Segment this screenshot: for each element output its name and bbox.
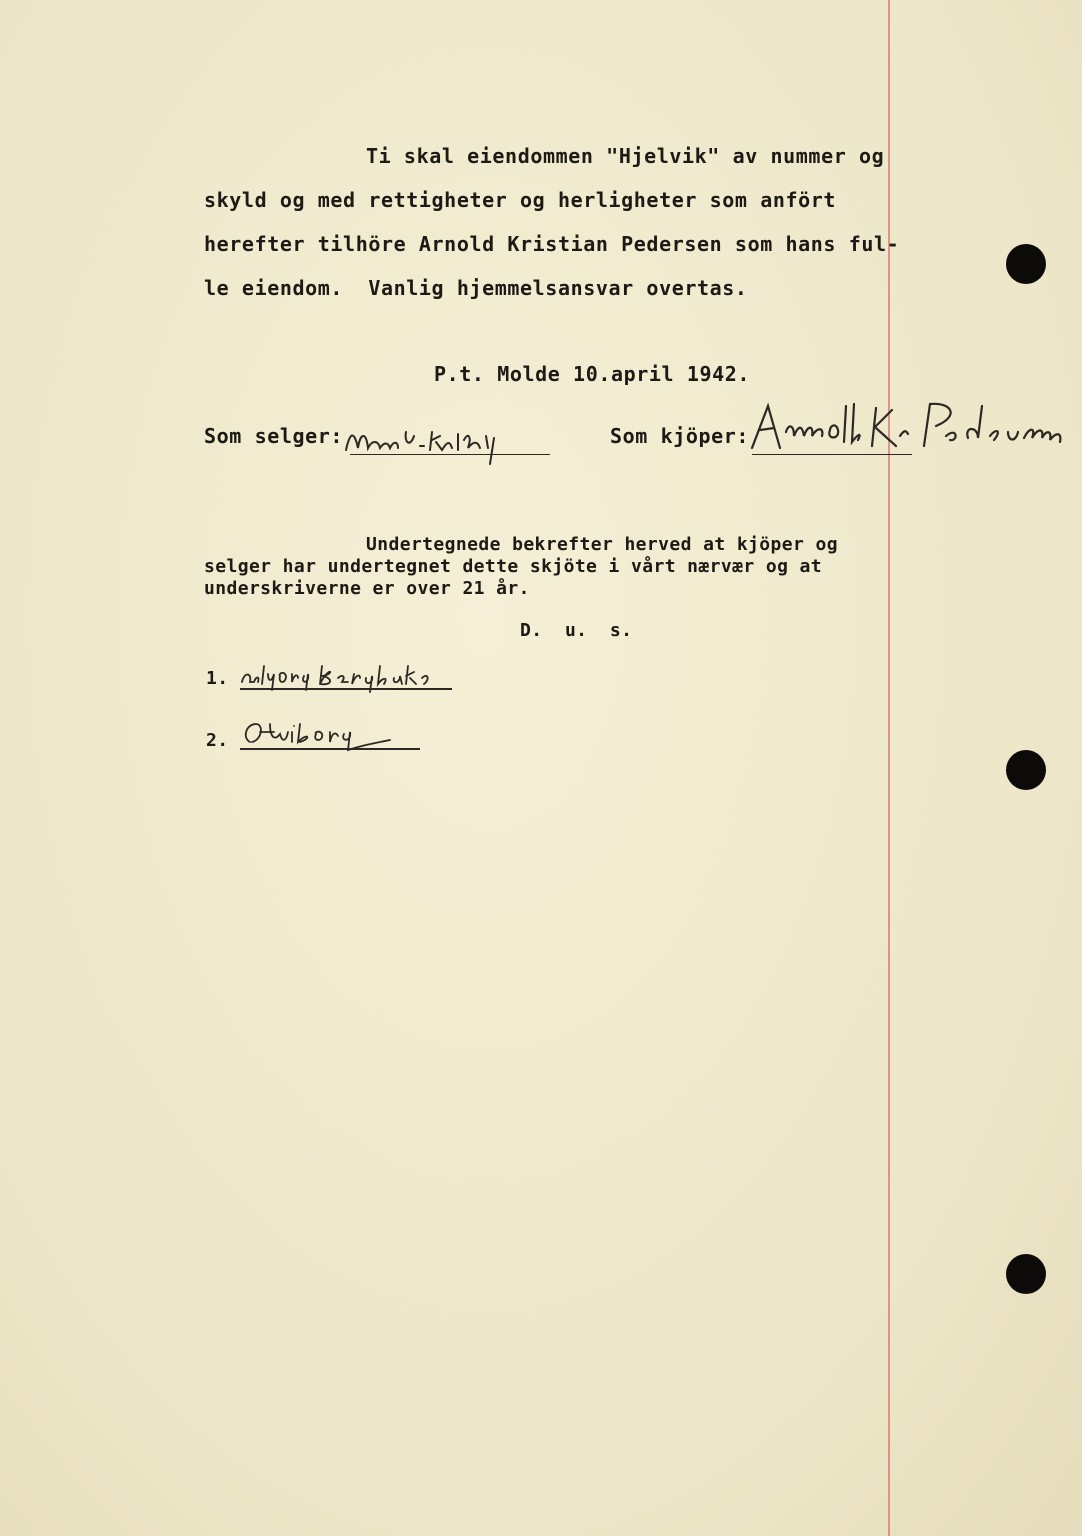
buyer-signature-graphic bbox=[746, 396, 1072, 466]
witness1-number: 1. bbox=[206, 668, 229, 689]
paragraph2-line1: Undertegnede bekrefter herved at kjöper og bbox=[366, 534, 838, 555]
seller-signature-graphic bbox=[340, 412, 560, 470]
witness1-underline bbox=[240, 688, 452, 690]
buyer-signature bbox=[746, 396, 1072, 470]
witness2-signature bbox=[240, 718, 420, 758]
paragraph1-line1: Ti skal eiendommen "Hjelvik" av nummer og bbox=[366, 144, 885, 168]
date-line: P.t. Molde 10.april 1942. bbox=[434, 362, 751, 386]
paragraph1-line3: herefter tilhöre Arnold Kristian Pedersen som hans ful- bbox=[204, 232, 900, 256]
punch-hole-middle bbox=[1006, 750, 1046, 790]
punch-hole-bottom bbox=[1006, 1254, 1046, 1294]
dus-line: D. u. s. bbox=[520, 620, 633, 641]
seller-signature bbox=[340, 412, 560, 476]
buyer-signature-underline bbox=[752, 454, 912, 455]
seller-signature-underline bbox=[350, 454, 550, 455]
witness2-underline bbox=[240, 748, 420, 750]
seller-label: Som selger: bbox=[204, 424, 344, 448]
paragraph1-line4: le eiendom. Vanlig hjemmelsansvar overtas. bbox=[204, 276, 748, 300]
buyer-label: Som kjöper: bbox=[610, 424, 750, 448]
paragraph2-line3: underskriverne er over 21 år. bbox=[204, 578, 530, 599]
witness2-number: 2. bbox=[206, 730, 229, 751]
paragraph2-line2: selger har undertegnet dette skjöte i vårt nærvær og at bbox=[204, 556, 823, 577]
red-margin-line bbox=[888, 0, 890, 1536]
witness1-signature bbox=[238, 660, 458, 698]
punch-hole-top bbox=[1006, 244, 1046, 284]
paragraph1-line2: skyld og med rettigheter og herligheter som anfört bbox=[204, 188, 837, 212]
